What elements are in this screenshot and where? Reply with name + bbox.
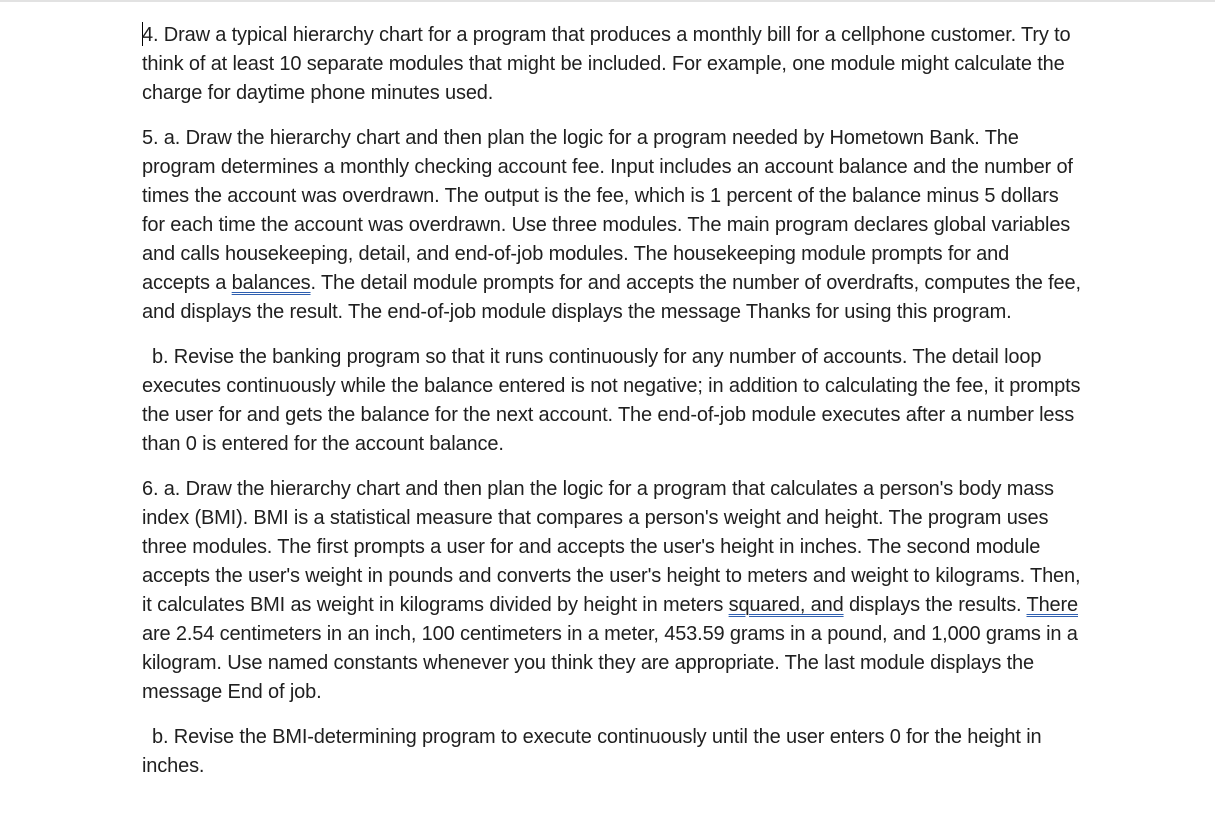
page-top-border	[0, 0, 1215, 2]
question-6a-text-part-2: displays the results.	[843, 594, 1027, 616]
question-5a-text-part-1: 5. a. Draw the hierarchy chart and then plan the logic for a program needed by Hometown Bank. The program determines a monthly checking account fee. Input includes an account balance and the number of times the account was overdrawn. The output is the fee, which is 1 percent of the balance minus 5 dollars for each time the account was overdrawn. Use three modules. The main program declares global variables and calls housekeeping, detail, and end-of-job modules. The housekeeping module prompts for and accepts a	[142, 127, 1073, 294]
question-6a-text-part-3: are 2.54 centimeters in an inch, 100 centimeters in a meter, 453.59 grams in a pound, and 1,000 grams in a kilogram. Use named constants whenever you think they are appropriate. The last module displays the message End of job.	[142, 623, 1078, 703]
question-5b-text: b. Revise the banking program so that it runs continuously for any number of accounts. The detail loop executes continuously while the balance entered is not negative; in addition to calculating the fee, it prompts the user for and gets the balance for the next account. The end-of-job module executes after a number less than 0 is entered for the account balance.	[142, 346, 1081, 455]
question-6a-text-part-1: 6. a. Draw the hierarchy chart and then plan the logic for a program that calculates a person's body mass index (BMI). BMI is a statistical measure that compares a person's weight and height. The program uses three modules. The first prompts a user for and accepts the user's height in inches. The second module accepts the user's weight in pounds and converts the user's height to meters and weight to kilograms. Then, it calculates BMI as weight in kilograms divided by height in meters	[142, 478, 1081, 616]
grammar-flag-balances[interactable]: balances	[231, 272, 311, 294]
question-4-paragraph[interactable]	[142, 21, 1082, 108]
question-5b-paragraph[interactable]	[142, 343, 1082, 459]
question-4-text: 4. Draw a typical hierarchy chart for a program that produces a monthly bill for a cellphone customer. Try to think of at least 10 separate modules that might be included. For example, one module might calculate the charge for daytime phone minutes used.	[142, 24, 1071, 104]
question-6a-paragraph[interactable]	[142, 475, 1082, 707]
question-6b-paragraph[interactable]	[142, 723, 1082, 781]
question-5a-paragraph[interactable]	[142, 124, 1082, 327]
question-5a-text-part-2: . The detail module prompts for and accepts the number of overdrafts, computes the fee, and displays the result. The end-of-job module displays the message Thanks for using this program.	[142, 272, 1081, 323]
grammar-flag-there[interactable]: There	[1026, 594, 1078, 616]
grammar-flag-squared-and[interactable]: squared, and	[728, 594, 844, 616]
document-body[interactable]	[142, 21, 1082, 797]
question-6b-text: b. Revise the BMI-determining program to execute continuously until the user enters 0 for the height in inches.	[142, 726, 1042, 777]
